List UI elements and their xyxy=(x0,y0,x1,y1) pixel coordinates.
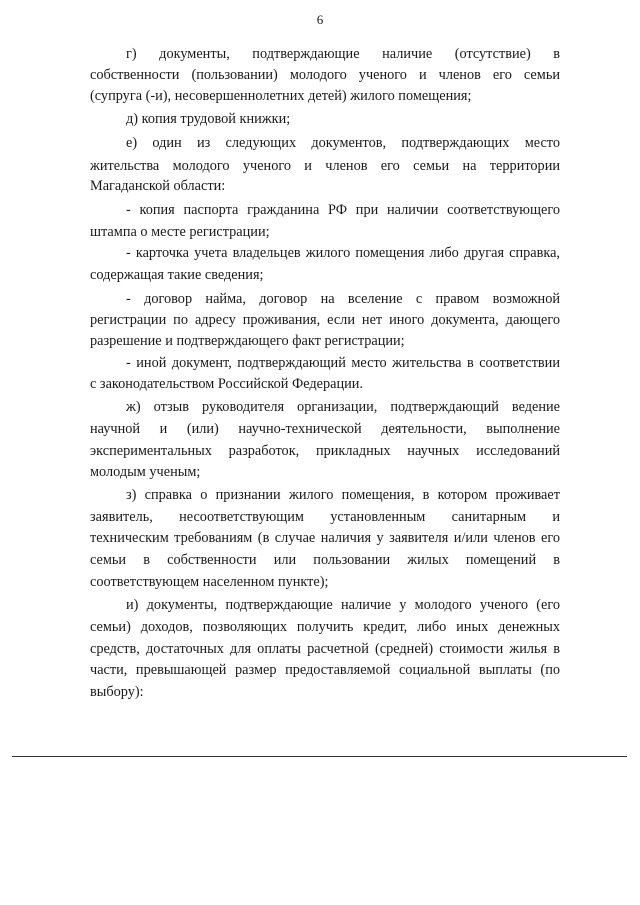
paragraph-line: соответствующем населенном пункте); xyxy=(90,574,329,590)
paragraph-line: - договор найма, договор на вселение с правом возможной xyxy=(126,291,560,307)
page-number: 6 xyxy=(316,12,324,27)
paragraph-line: - копия паспорта гражданина РФ при наличии соответствующего xyxy=(126,202,560,218)
paragraph-line: д) копия трудовой книжки; xyxy=(126,111,291,127)
paragraph-line: - иной документ, подтверждающий место жительства в соответствии xyxy=(126,355,560,371)
paragraph-line: собственности (пользовании) молодого ученого и членов его семьи xyxy=(90,67,560,83)
paragraph-line: з) справка о признании жилого помещения, в котором проживает xyxy=(126,487,560,503)
paragraph-line: штампа о месте регистрации; xyxy=(90,224,270,240)
paragraph-line: ж) отзыв руководителя организации, подтверждающий ведение xyxy=(126,399,560,415)
paragraph-line: (супруга (-и), несовершеннолетних детей) жилого помещения; xyxy=(90,88,472,104)
paragraph-line: семьи) доходов, позволяющих получить кредит, либо иных денежных xyxy=(90,619,560,635)
paragraph-line: выбору): xyxy=(90,684,144,700)
page-divider xyxy=(12,756,627,757)
paragraph-line: содержащая такие сведения; xyxy=(90,267,264,283)
paragraph-line: разрешение и подтверждающего факт регистрации; xyxy=(90,333,405,349)
paragraph-line: заявитель, несоответствующим установленным санитарным и xyxy=(90,509,560,525)
paragraph-line: жительства молодого ученого и членов его семьи на территории xyxy=(90,158,560,174)
paragraph-line: регистрации по адресу проживания, если нет иного документа, дающего xyxy=(90,312,560,328)
paragraph-line: и) документы, подтверждающие наличие у молодого ученого (его xyxy=(126,597,560,613)
paragraph-line: с законодательством Российской Федерации. xyxy=(90,376,364,392)
paragraph-line: части, превышающей размер предоставляемой социальной выплаты (по xyxy=(90,662,560,678)
paragraph-line: средств, достаточных для оплаты расчетной (средней) стоимости жилья в xyxy=(90,641,560,657)
paragraph-line: е) один из следующих документов, подтверждающих место xyxy=(126,135,560,151)
paragraph-line: г) документы, подтверждающие наличие (отсутствие) в xyxy=(126,46,560,62)
paragraph-line: семьи в собственности или пользовании жилых помещений в xyxy=(90,552,560,568)
paragraph-line: техническим требованиям (в случае наличия у заявителя и/или членов его xyxy=(90,530,560,546)
paragraph-line: - карточка учета владельцев жилого помещения либо другая справка, xyxy=(126,245,560,261)
paragraph-line: Магаданской области: xyxy=(90,178,226,194)
paragraph-line: научной и (или) научно-технической деятельности, выполнение xyxy=(90,421,560,437)
paragraph-line: молодым ученым; xyxy=(90,464,201,480)
paragraph-line: экспериментальных разработок, прикладных научных исследований xyxy=(90,443,560,459)
